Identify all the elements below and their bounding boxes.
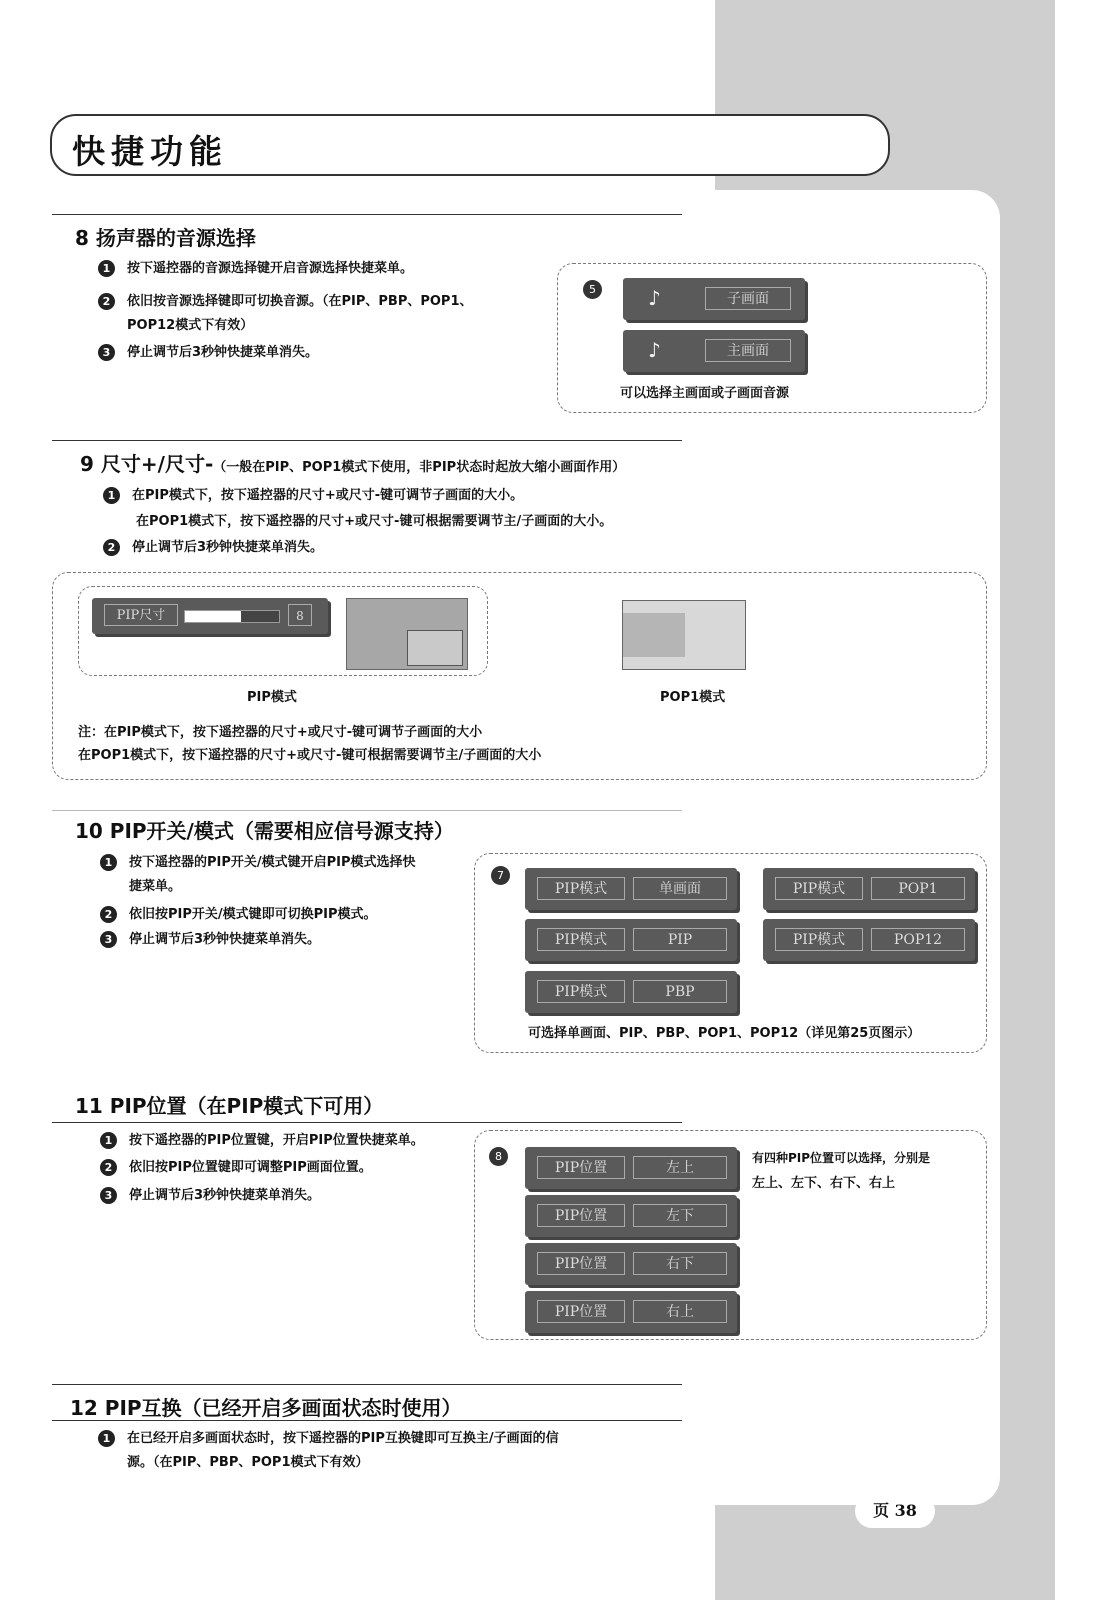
- step-number-2: 2: [100, 1159, 117, 1176]
- section-11-heading: 11 PIP位置（在PIP模式下可用）: [75, 1094, 384, 1118]
- step-text: 停止调节后3秒钟快捷菜单消失。: [129, 1188, 321, 1203]
- osd-mode-pip: [525, 919, 737, 961]
- osd-position-bottom-left: [525, 1195, 737, 1237]
- osd-mode-pop12: [763, 919, 975, 961]
- position-note: 有四种PIP位置可以选择，分别是: [752, 1151, 931, 1165]
- caption-pip-mode: PIP模式: [247, 690, 297, 705]
- section-12-heading: 12 PIP互换（已经开启多画面状态时使用）: [70, 1396, 462, 1420]
- step-text: 依旧按PIP开关/模式键即可切换PIP模式。: [129, 907, 377, 922]
- divider: [52, 214, 682, 215]
- divider: [52, 1122, 682, 1123]
- note-line: 在POP1模式下，按下遥控器的尺寸+或尺寸-键可根据需要调节主/子画面的大小: [78, 748, 542, 763]
- step-text: 停止调节后3秒钟快捷菜单消失。: [132, 540, 324, 555]
- osd-value: 子画面: [705, 287, 791, 310]
- step-number-2: 2: [103, 539, 120, 556]
- step-number-2: 2: [100, 906, 117, 923]
- osd-mode-single: [525, 868, 737, 910]
- osd-label: PIP尺寸: [104, 604, 178, 626]
- divider: [52, 1384, 682, 1385]
- step: [100, 1130, 424, 1152]
- step-number-1: 1: [100, 854, 117, 871]
- step: [100, 852, 416, 874]
- position-note: 左上、左下、右下、右上: [752, 1176, 896, 1191]
- osd-value: 单画面: [633, 877, 727, 900]
- step: [100, 929, 320, 951]
- osd-position-top-right: [525, 1291, 737, 1333]
- step-text: 依旧按音源选择键即可切换音源。（在PIP、PBP、POP1、: [127, 294, 473, 309]
- divider: [52, 810, 682, 811]
- osd-value: POP1: [871, 877, 965, 900]
- section-8-heading: 8 扬声器的音源选择: [75, 226, 256, 250]
- step-text: 停止调节后3秒钟快捷菜单消失。: [129, 932, 321, 947]
- osd-value: PBP: [633, 980, 727, 1003]
- size-slider-fill: [185, 611, 241, 622]
- step-text: 按下遥控器的PIP位置键，开启PIP位置快捷菜单。: [129, 1133, 424, 1148]
- step-text: 在已经开启多画面状态时，按下遥控器的PIP互换键即可互换主/子画面的信: [127, 1431, 559, 1446]
- step-number-1: 1: [103, 487, 120, 504]
- step-continuation: POP12模式下有效）: [127, 318, 254, 333]
- caption-pop-mode: POP1模式: [660, 690, 726, 705]
- osd-value: 右上: [633, 1300, 727, 1323]
- step: [98, 1428, 559, 1450]
- osd-value: 左上: [633, 1156, 727, 1179]
- step-number-2: 2: [98, 293, 115, 310]
- osd-position-bottom-right: [525, 1243, 737, 1285]
- figure-label: 8: [489, 1147, 508, 1166]
- page-title: 快捷功能: [72, 132, 228, 171]
- osd-value: 主画面: [705, 339, 791, 362]
- step-continuation: 在POP1模式下，按下遥控器的尺寸+或尺寸-键可根据需要调节主/子画面的大小。: [136, 514, 613, 529]
- step-number-3: 3: [100, 931, 117, 948]
- osd-main-picture: [623, 330, 805, 372]
- step-text: 依旧按PIP位置键即可调整PIP画面位置。: [129, 1160, 372, 1175]
- osd-mode-pop1: [763, 868, 975, 910]
- osd-mode-pbp: [525, 971, 737, 1013]
- osd-position-top-left: [525, 1147, 737, 1189]
- osd-label: PIP模式: [537, 928, 625, 951]
- step-number-3: 3: [98, 344, 115, 361]
- pip-window: [407, 630, 463, 666]
- step: [100, 904, 377, 926]
- osd-label: PIP位置: [537, 1252, 625, 1275]
- step-number-1: 1: [98, 260, 115, 277]
- pop-window: [623, 613, 685, 657]
- osd-value: PIP: [633, 928, 727, 951]
- speaker-icon: ♪: [648, 338, 661, 362]
- pop-screen: [622, 600, 746, 670]
- section-9-heading: [80, 448, 625, 477]
- osd-label: PIP模式: [775, 928, 863, 951]
- figure-caption: 可选择单画面、PIP、PBP、POP1、POP12（详见第25页图示）: [528, 1026, 921, 1041]
- figure-label: 5: [583, 280, 602, 299]
- osd-value: 8: [288, 604, 312, 626]
- osd-label: PIP位置: [537, 1300, 625, 1323]
- step: [103, 537, 323, 559]
- step-text: 停止调节后3秒钟快捷菜单消失。: [127, 345, 319, 360]
- step: [98, 291, 473, 313]
- step: [103, 485, 523, 507]
- page-number: 页 38: [855, 1494, 935, 1528]
- step: [100, 1157, 372, 1179]
- osd-label: PIP模式: [537, 980, 625, 1003]
- osd-value: 左下: [633, 1204, 727, 1227]
- step: [98, 342, 318, 364]
- osd-label: PIP模式: [537, 877, 625, 900]
- heading-text: 9 尺寸+/尺寸-: [80, 452, 214, 476]
- step-number-3: 3: [100, 1187, 117, 1204]
- step-text: 按下遥控器的PIP开关/模式键开启PIP模式选择快: [129, 855, 416, 870]
- step: [98, 258, 413, 280]
- osd-pip-size: [92, 598, 328, 634]
- step-continuation: 源。（在PIP、PBP、POP1模式下有效）: [127, 1455, 369, 1470]
- osd-label: PIP位置: [537, 1204, 625, 1227]
- osd-label: PIP位置: [537, 1156, 625, 1179]
- step: [100, 1185, 320, 1207]
- note-line: 注：在PIP模式下，按下遥控器的尺寸+或尺寸-键可调节子画面的大小: [78, 725, 483, 740]
- figure-caption: 可以选择主画面或子画面音源: [620, 386, 790, 401]
- step-number-1: 1: [100, 1132, 117, 1149]
- figure-label: 7: [491, 866, 510, 885]
- osd-sub-picture: [623, 278, 805, 320]
- step-text: 按下遥控器的音源选择键开启音源选择快捷菜单。: [127, 261, 414, 276]
- step-number-1: 1: [98, 1430, 115, 1447]
- step-continuation: 捷菜单。: [129, 879, 182, 894]
- osd-value: 右下: [633, 1252, 727, 1275]
- title-banner: [50, 114, 890, 176]
- osd-value: POP12: [871, 928, 965, 951]
- section-10-heading: 10 PIP开关/模式（需要相应信号源支持）: [75, 819, 454, 843]
- osd-label: PIP模式: [775, 877, 863, 900]
- speaker-icon: ♪: [648, 286, 661, 310]
- size-slider-track: [184, 610, 280, 623]
- step-text: 在PIP模式下，按下遥控器的尺寸+或尺寸-键可调节子画面的大小。: [132, 488, 524, 503]
- divider: [52, 1420, 682, 1421]
- divider: [52, 440, 682, 441]
- pip-screen: [346, 598, 468, 670]
- heading-note: （一般在PIP、POP1模式下使用，非PIP状态时起放大缩小画面作用）: [213, 460, 626, 475]
